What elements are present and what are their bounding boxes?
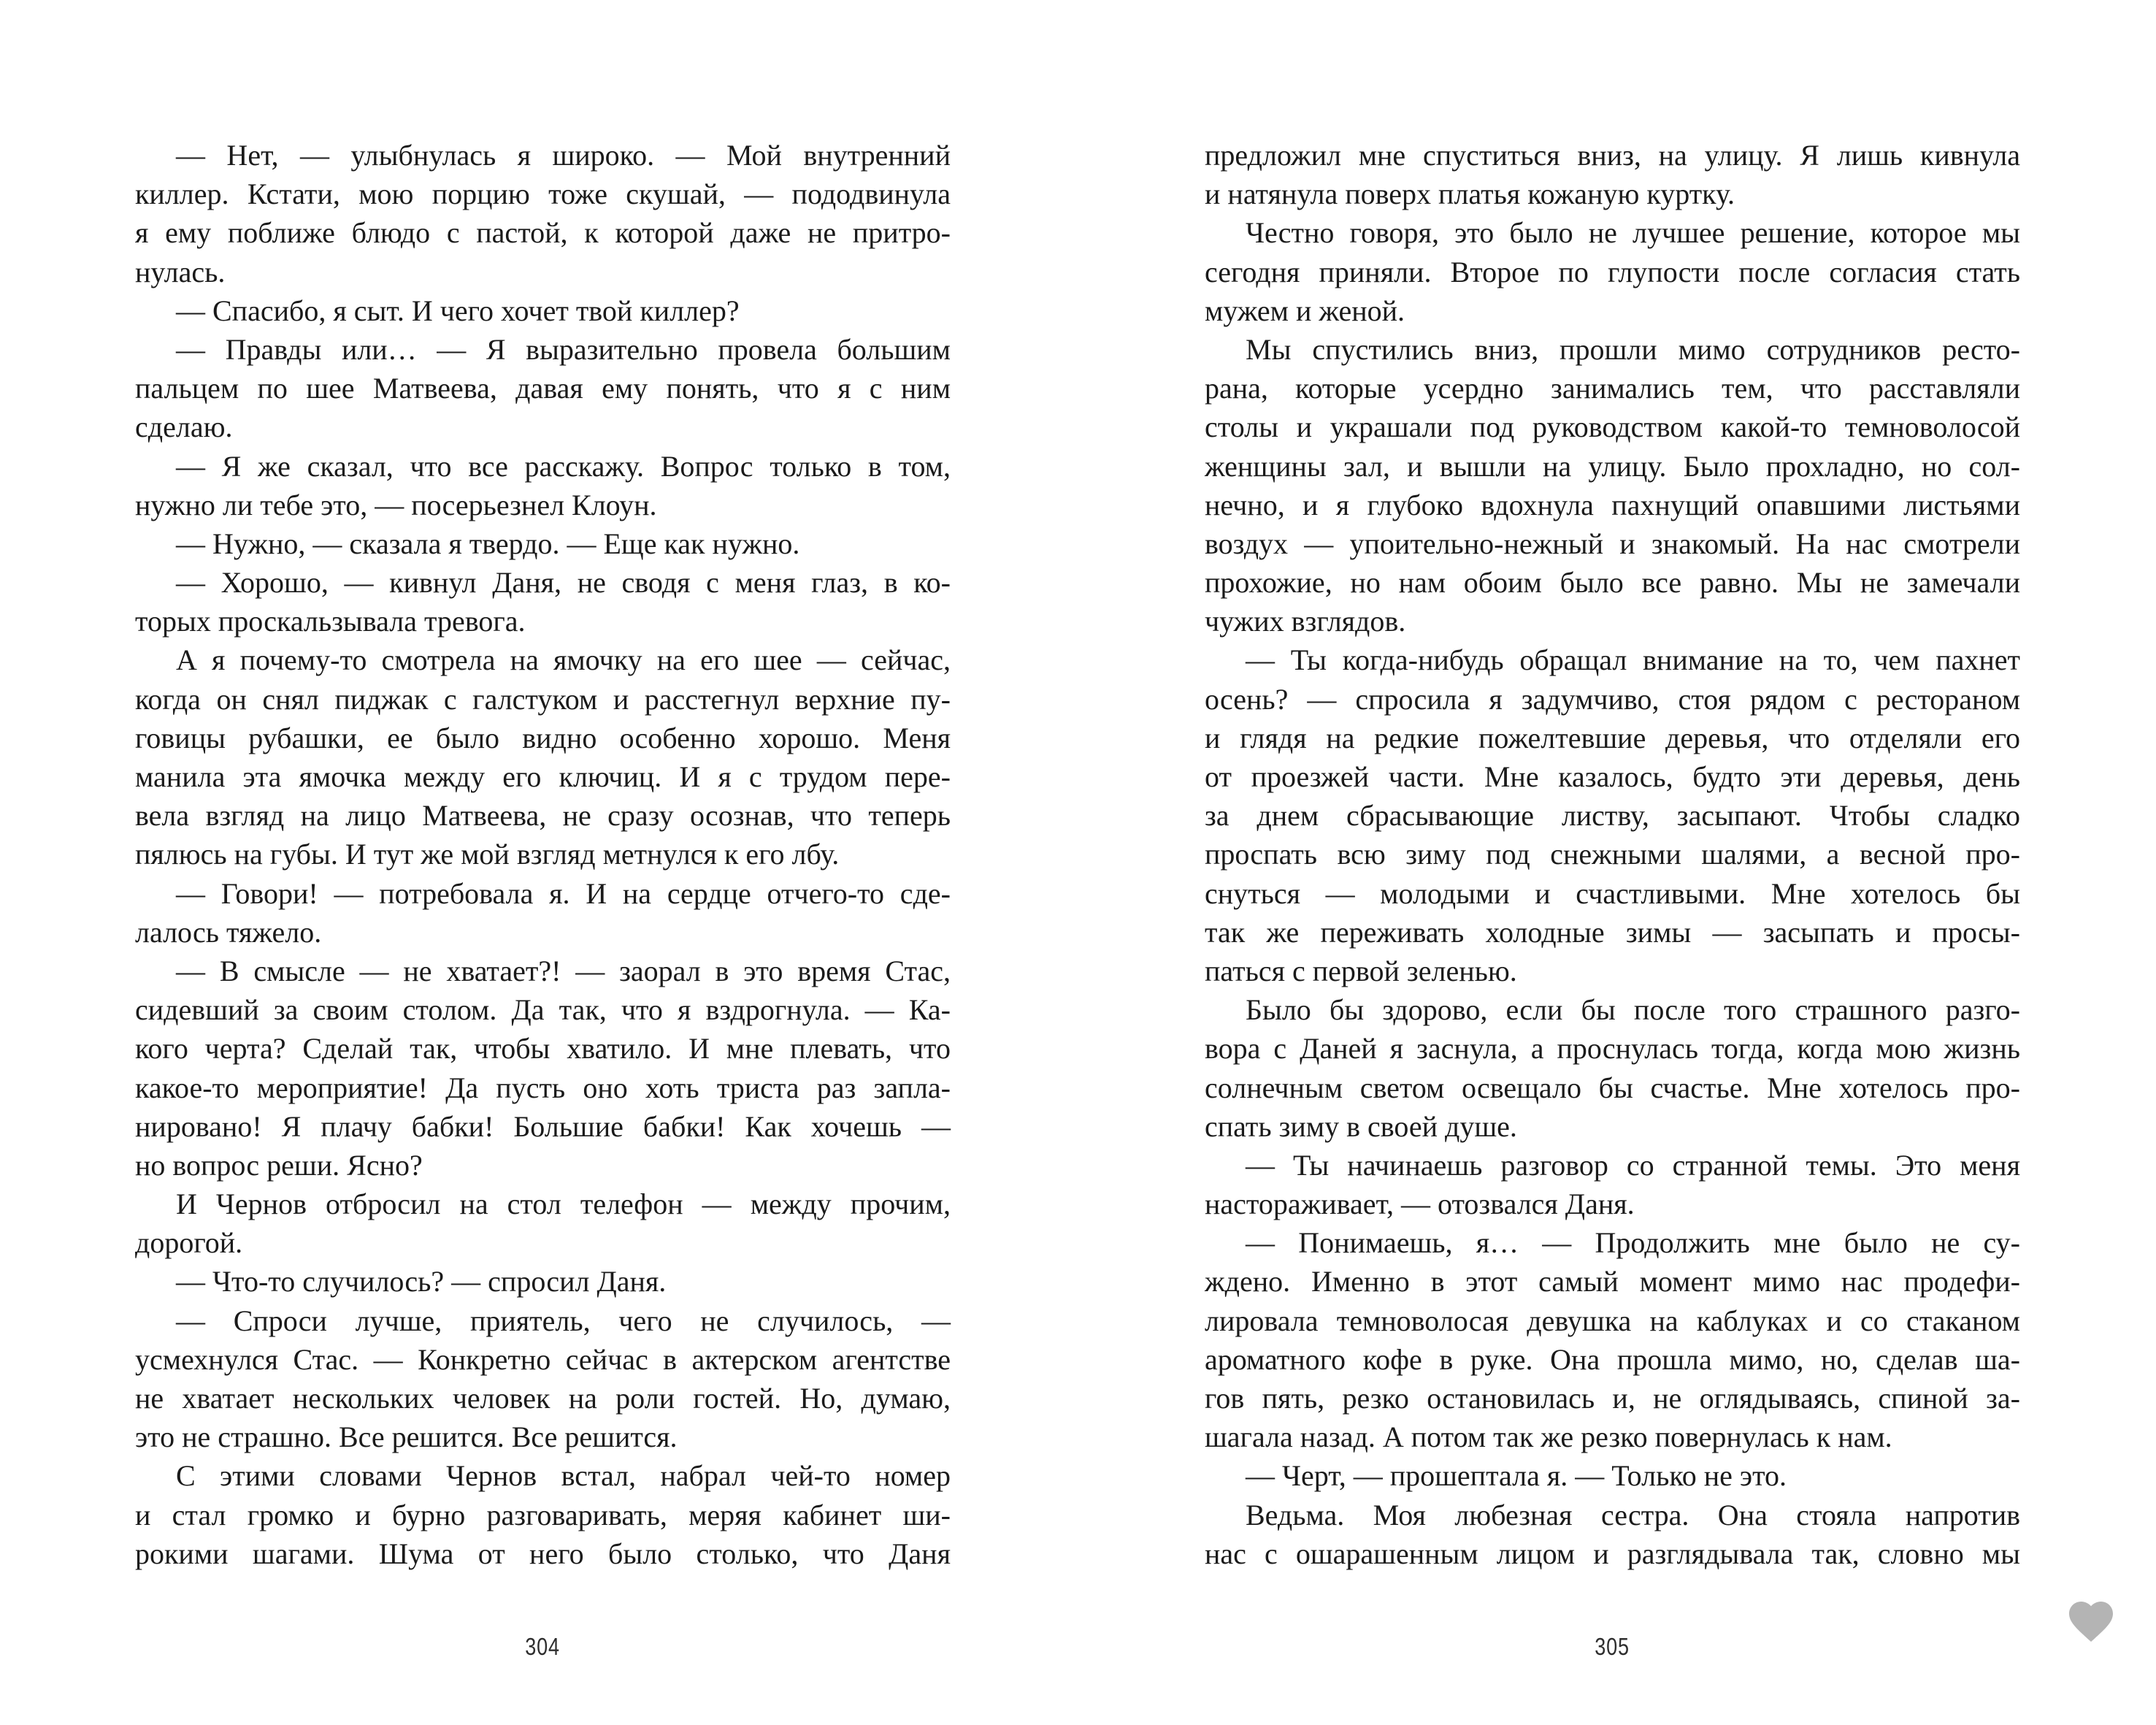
text-line: осень? — спросила я задумчиво, стоя рядом с рестораном <box>1205 682 2020 716</box>
text-line: и натянула поверх платья кожаную куртку. <box>1205 177 1735 211</box>
text-line: мужем и женой. <box>1205 294 1405 327</box>
text-line: женщины зал, и вышли на улицу. Было прохладно, но сол- <box>1205 449 2020 483</box>
text-line: — Ты начинаешь разговор со странной темы. Это меня <box>1246 1148 2020 1182</box>
page-number-left-value: 304 <box>525 1633 561 1660</box>
text-line: — Нет, — улыбнулась я широко. — Мой внутренний <box>176 139 951 172</box>
text-line: усмехнулся Стас. — Конкретно сейчас в актерском агентстве <box>135 1342 951 1376</box>
text-line: — Понимаешь, я… — Продолжить мне было не су- <box>1246 1226 2020 1260</box>
text-line: пялюсь на губы. И тут же мой взгляд метнулся к его лбу. <box>135 838 840 871</box>
text-line: гов пять, резко остановилась и, не оглядываясь, спиной за- <box>1205 1382 2020 1415</box>
text-line: — Что-то случилось? — спросил Даня. <box>176 1265 667 1298</box>
text-line: Ведьма. Моя любезная сестра. Она стояла напротив <box>1246 1498 2020 1531</box>
text-line: рокими шагами. Шума от него было столько, что Даня <box>135 1537 951 1570</box>
text-line: — Спасибо, я сыт. И чего хочет твой киллер? <box>176 294 740 327</box>
text-line: сегодня приняли. Второе по глупости после согласия стать <box>1205 255 2020 288</box>
text-line: говицы рубашки, ее было видно особенно хорошо. Меня <box>135 721 951 754</box>
favorite-button[interactable] <box>2063 1595 2119 1648</box>
heart-icon <box>2063 1595 2119 1648</box>
text-line: — Нужно, — сказала я твердо. — Еще как нужно. <box>176 527 800 560</box>
text-line: за днем сбрасывающие листву, засыпают. Чтобы сладко <box>1205 799 2020 833</box>
text-line: лалось тяжело. <box>135 915 322 949</box>
text-line: чужих взглядов. <box>1205 605 1406 638</box>
text-line: нужно ли тебе это, — посерьезнел Клоун. <box>135 488 657 521</box>
text-line: столы и украшали под руководством какой-то темноволосой <box>1205 410 2020 444</box>
text-line: А я почему-то смотрела на ямочку на его шее — сейчас, <box>176 643 951 677</box>
text-line: — Хорошо, — кивнул Даня, не сводя с меня глаз, в ко- <box>176 566 951 600</box>
text-line: воздух — упоительно-нежный и знакомый. На нас смотрели <box>1205 527 2020 560</box>
heart-icon-shape <box>2069 1602 2113 1642</box>
text-line: манила эта ямочка между его ключиц. И я с трудом пере- <box>135 760 951 793</box>
text-line: но вопрос реши. Ясно? <box>135 1148 423 1182</box>
text-line: какое-то мероприятие! Да пусть оно хоть триста раз запла- <box>135 1071 951 1104</box>
text-line: ароматного кофе в руке. Она прошла мимо, но, сделав ша- <box>1205 1342 2020 1376</box>
text-line: проспать всю зиму под снежными шалями, а весной про- <box>1205 838 2020 871</box>
page-number-left <box>135 1633 951 1661</box>
text-line: С этими словами Чернов встал, набрал чей-то номер <box>176 1459 951 1493</box>
page-right-text <box>1205 136 2020 1573</box>
text-line: и стал громко и бурно разговаривать, меряя кабинет ши- <box>135 1498 951 1531</box>
text-line: нулась. <box>135 255 226 288</box>
text-line: Было бы здорово, если бы после того страшного разго- <box>1246 993 2020 1027</box>
text-line: торых проскальзывала тревога. <box>135 605 526 638</box>
text-line: пальцем по шее Матвеева, давая ему понять, что я с ним <box>135 372 951 405</box>
text-line: И Чернов отбросил на стол телефон — между прочим, <box>176 1187 951 1221</box>
text-line: нировано! Я плачу бабки! Большие бабки! Как хочешь — <box>135 1109 951 1143</box>
page-left <box>135 0 951 1725</box>
text-line: киллер. Кстати, мою порцию тоже скушай, — пододвинула <box>135 177 951 211</box>
text-line: не хватает нескольких человек на роли гостей. Но, думаю, <box>135 1382 951 1415</box>
text-line: так же переживать холодные зимы — засыпать и просы- <box>1205 915 2020 949</box>
text-line: — Говори! — потребовала я. И на сердце отчего-то сде- <box>176 876 951 910</box>
text-line: спать зиму в своей душе. <box>1205 1109 1517 1143</box>
text-line: — Я же сказал, что все расскажу. Вопрос только в том, <box>176 449 951 483</box>
text-line: шагала назад. А потом так же резко повернулась к нам. <box>1205 1420 1892 1454</box>
text-line: Честно говоря, это было не лучшее решение, которое мы <box>1246 216 2020 250</box>
text-line: и глядя на редкие пожелтевшие деревья, что отделяли его <box>1205 721 2020 754</box>
text-line: — Ты когда-нибудь обращал внимание на то, чем пахнет <box>1246 643 2020 677</box>
text-line: нечно, и я глубоко вдохнула пахнущий опавшими листьями <box>1205 488 2020 521</box>
text-line: от проезжей части. Мне казалось, будто эти деревья, день <box>1205 760 2020 793</box>
text-line: сделаю. <box>135 410 233 444</box>
text-line: дорогой. <box>135 1226 243 1260</box>
text-line: — Черт, — прошептала я. — Только не это. <box>1246 1459 1787 1493</box>
text-line: лировала темноволосая девушка на каблуках и со стаканом <box>1205 1304 2020 1337</box>
text-line: это не страшно. Все решится. Все решится. <box>135 1420 678 1454</box>
text-line: паться с первой зеленью. <box>1205 954 1517 987</box>
text-line: настораживает, — отозвался Даня. <box>1205 1187 1635 1221</box>
text-line: Мы спустились вниз, прошли мимо сотрудников ресто- <box>1246 332 2020 366</box>
page-right <box>1205 0 2020 1725</box>
page-number-right <box>1205 1633 2020 1661</box>
text-line: солнечным светом освещало бы счастье. Мне хотелось про- <box>1205 1071 2020 1104</box>
text-line: я ему поближе блюдо с пастой, к которой даже не притро- <box>135 216 951 250</box>
text-line: предложил мне спуститься вниз, на улицу. Я лишь кивнула <box>1205 139 2020 172</box>
text-line: когда он снял пиджак с галстуком и расстегнул верхние пу- <box>135 682 951 716</box>
text-line: вела взгляд на лицо Матвеева, не сразу осознав, что теперь <box>135 799 951 833</box>
text-line: рана, которые усердно занимались тем, что расставляли <box>1205 372 2020 405</box>
text-line: — В смысле — не хватает?! — заорал в это время Стас, <box>176 954 951 987</box>
text-line: сидевший за своим столом. Да так, что я вздрогнула. — Ка- <box>135 993 951 1027</box>
text-line: снуться — молодыми и счастливыми. Мне хотелось бы <box>1205 876 2020 910</box>
text-line: ждено. Именно в этот самый момент мимо нас продефи- <box>1205 1265 2020 1298</box>
text-line: вора с Даней я заснула, а проснулась тогда, когда мою жизнь <box>1205 1032 2020 1066</box>
text-line: прохожие, но нам обоим было все равно. Мы не замечали <box>1205 566 2020 600</box>
text-line: нас с ошарашенным лицом и разглядывала так, словно мы <box>1205 1537 2020 1570</box>
text-line: — Правды или… — Я выразительно провела большим <box>176 332 951 366</box>
page-number-right-value: 305 <box>1595 1633 1630 1660</box>
text-line: кого черта? Сделай так, чтобы хватило. И мне плевать, что <box>135 1032 951 1066</box>
text-line: — Спроси лучше, приятель, чего не случилось, — <box>176 1304 951 1337</box>
page-left-text <box>135 136 951 1573</box>
